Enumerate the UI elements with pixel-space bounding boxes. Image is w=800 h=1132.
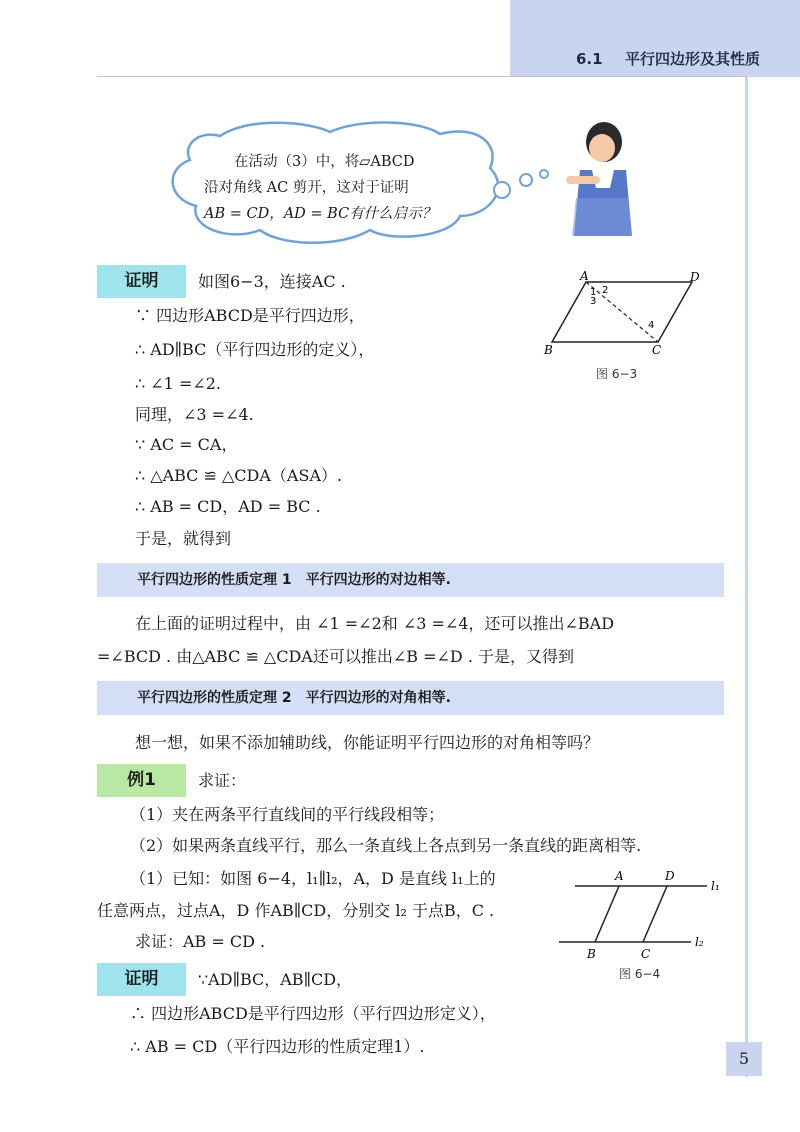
paragraph-line: =∠BCD . 由△ABC ≌ △CDA还可以推出∠B =∠D . 于是，又得到 — [97, 647, 575, 666]
proof-line: ∵AD∥BC，AB∥CD， — [198, 970, 353, 989]
point-label: B — [587, 947, 596, 961]
bubble-line: AB = CD，AD = BC有什么启示？ — [204, 206, 437, 222]
proof-line: ∵ 四边形ABCD是平行四边形， — [135, 306, 365, 325]
section-number: 6.1 — [576, 50, 603, 68]
paragraph-line: 在上面的证明过程中，由 ∠1 =∠2和 ∠3 =∠4，还可以推出∠BAD — [135, 614, 615, 633]
header-rule — [97, 76, 747, 77]
point-label: D — [690, 270, 700, 284]
point-label: D — [665, 869, 675, 883]
point-label: B — [544, 343, 553, 357]
figure-caption: 图 6−4 — [619, 967, 661, 981]
section-title: 平行四边形及其性质 — [625, 50, 761, 68]
side-rule — [745, 77, 748, 1077]
line-label: l₁ — [711, 879, 720, 893]
angle-label: 4 — [648, 320, 655, 331]
example-line: （1）已知：如图 6−4，l₁∥l₂，A，D 是直线 l₁上的 — [130, 869, 496, 888]
bubble-dot — [520, 174, 532, 186]
point-label: A — [580, 269, 589, 283]
proof-line: ∵ AC = CA， — [135, 435, 238, 454]
girl-illustration — [562, 118, 642, 238]
proof-tag: 证明 — [97, 265, 186, 298]
figure-6-4 — [555, 866, 725, 984]
point-label: C — [652, 343, 662, 357]
proof-line: ∴ ∠1 =∠2. — [135, 374, 222, 393]
bubble-dot — [494, 182, 510, 198]
angle-label: 1 — [590, 287, 597, 298]
theorem-1-bar — [97, 563, 724, 597]
example-line: 任意两点，过点A，D 作AB∥CD，分别交 l₂ 于点B，C . — [97, 901, 495, 920]
think-question: 想一想，如果不添加辅助线，你能证明平行四边形的对角相等吗？ — [135, 733, 600, 752]
example-tag: 例1 — [97, 764, 186, 797]
proof-line: 于是，就得到 — [135, 529, 232, 548]
theorem-2-text: 平行四边形的性质定理 2 平行四边形的对角相等. — [137, 690, 451, 706]
proof-line: ∴ AD∥BC（平行四边形的定义）， — [135, 340, 375, 359]
theorem-1-text: 平行四边形的性质定理 1 平行四边形的对边相等. — [137, 572, 451, 588]
example-line: （1）夹在两条平行直线间的平行线段相等； — [130, 805, 445, 824]
proof-tag: 证明 — [97, 963, 186, 996]
proof-line: ∴ 四边形ABCD是平行四边形（平行四边形定义）， — [130, 1004, 496, 1023]
proof-line: 同理，∠3 =∠4. — [135, 405, 254, 424]
angle-label: 3 — [590, 296, 597, 307]
bubble-line: 在活动（3）中，将▱ABCD — [234, 154, 415, 170]
running-header — [576, 48, 760, 69]
proof-line: ∴ △ABC ≌ △CDA（ASA）. — [135, 466, 343, 485]
theorem-2-bar — [97, 681, 724, 715]
bubble-dot — [540, 170, 548, 178]
example-line: 求证： — [198, 771, 247, 790]
proof-line: 如图6−3，连接AC . — [198, 272, 346, 291]
proof-line: ∴ AB = CD（平行四边形的性质定理1）. — [130, 1037, 425, 1056]
example-line: 求证：AB = CD . — [135, 932, 266, 951]
point-label: C — [641, 947, 651, 961]
figure-caption: 图 6−3 — [596, 367, 638, 381]
proof-line: ∴ AB = CD，AD = BC . — [135, 497, 321, 516]
example-line: （2）如果两条直线平行，那么一条直线上各点到另一条直线的距离相等. — [130, 836, 642, 855]
figure-6-3 — [540, 268, 720, 386]
page-number: 5 — [726, 1042, 762, 1076]
point-label: A — [615, 869, 624, 883]
angle-label: 2 — [602, 285, 609, 296]
bubble-line: 沿对角线 AC 剪开，这对于证明 — [204, 180, 409, 196]
line-label: l₂ — [695, 935, 704, 949]
